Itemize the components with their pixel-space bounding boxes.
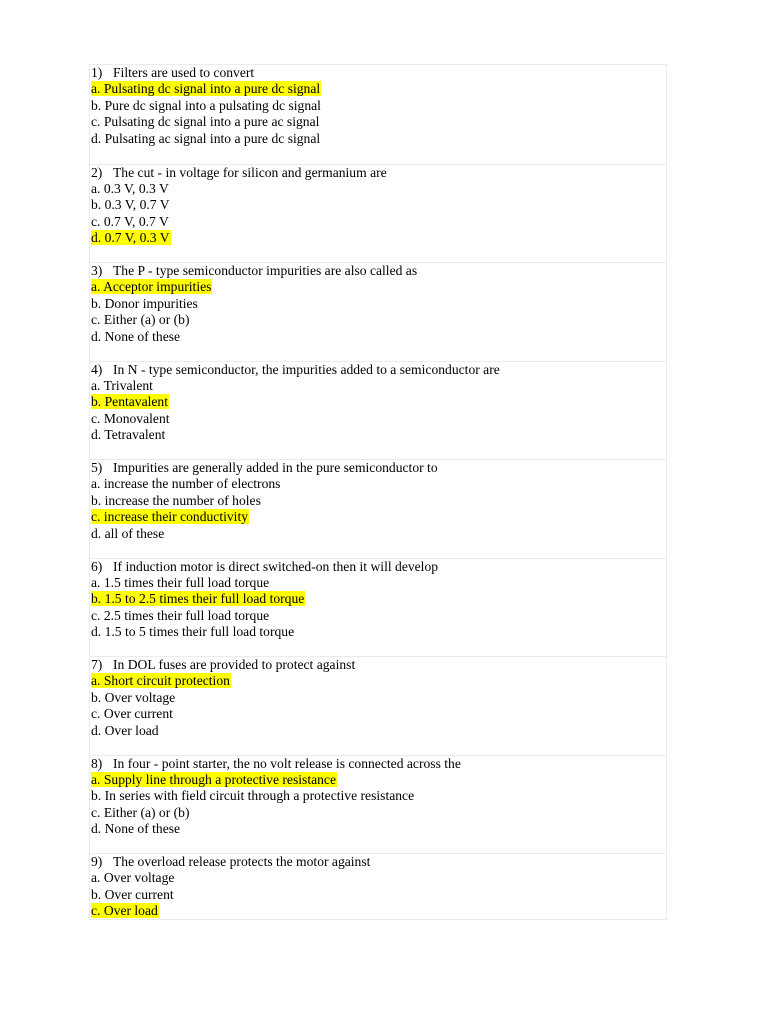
- question-block: [90, 164, 666, 263]
- question-number: 7): [91, 657, 103, 672]
- answer-option: [90, 870, 666, 886]
- question-stem: [90, 854, 666, 870]
- answer-option: [90, 493, 666, 509]
- question-text: The P - type semiconductor impurities are also called as: [113, 263, 418, 278]
- question-text: The cut - in voltage for silicon and germanium are: [113, 164, 387, 180]
- question-sheet: [89, 64, 667, 920]
- answer-option-text: a. Over voltage: [91, 870, 175, 886]
- question-number: 5): [91, 460, 103, 475]
- question-text: If induction motor is direct switched-on then it will develop: [113, 558, 439, 574]
- answer-option: [90, 214, 666, 230]
- answer-option: [90, 131, 666, 147]
- answer-option: [90, 690, 666, 706]
- answer-option: [90, 329, 666, 345]
- question-stem: [90, 657, 666, 673]
- question-text: In DOL fuses are provided to protect against: [113, 657, 356, 672]
- answer-option-text: c. Over load: [91, 903, 158, 919]
- answer-option-text: b. In series with field circuit through a protective resistance: [91, 788, 415, 804]
- answer-option-text: b. increase the number of holes: [91, 492, 261, 508]
- answer-option: [90, 821, 666, 837]
- question-block: [90, 853, 666, 919]
- answer-option-text: d. all of these: [91, 525, 165, 541]
- answer-option: [90, 411, 666, 427]
- answer-option: [90, 296, 666, 312]
- question-text: In N - type semiconductor, the impurities added to a semiconductor are: [113, 361, 500, 377]
- answer-option: [90, 476, 666, 492]
- answer-option-text: a. 1.5 times their full load torque: [91, 574, 270, 590]
- answer-option-text: b. 1.5 to 2.5 times their full load torque: [91, 591, 305, 607]
- answer-option-correct: [90, 230, 666, 246]
- question-number: 6): [91, 558, 103, 574]
- question-block: [90, 656, 666, 755]
- question-block: [90, 262, 666, 361]
- answer-option: [90, 114, 666, 130]
- question-number: 4): [91, 361, 103, 377]
- question-text: The overload release protects the motor against: [113, 854, 371, 869]
- answer-option: [90, 575, 666, 591]
- answer-option-text: d. 1.5 to 5 times their full load torque: [91, 624, 295, 640]
- answer-option: [90, 608, 666, 624]
- answer-option-correct: [90, 903, 666, 919]
- answer-option: [90, 805, 666, 821]
- answer-option-text: c. Either (a) or (b): [91, 804, 190, 820]
- answer-option-text: c. Over current: [91, 706, 173, 722]
- answer-option-text: b. Pentavalent: [91, 394, 169, 410]
- answer-option: [90, 706, 666, 722]
- answer-option-text: b. Over voltage: [91, 689, 176, 705]
- question-stem: [90, 756, 666, 772]
- question-number: 9): [91, 854, 103, 869]
- answer-option-text: d. Over load: [91, 722, 159, 738]
- answer-option-text: d. None of these: [91, 328, 181, 344]
- answer-option-text: a. Short circuit protection: [91, 673, 230, 689]
- answer-option-text: c. Either (a) or (b): [91, 312, 190, 328]
- question-block: [90, 755, 666, 854]
- answer-option-text: c. 0.7 V, 0.7 V: [91, 213, 169, 229]
- answer-option-correct: [90, 772, 666, 788]
- answer-option: [90, 788, 666, 804]
- answer-option-text: c. increase their conductivity: [91, 509, 249, 525]
- answer-option-correct: [90, 673, 666, 689]
- answer-option-correct: [90, 81, 666, 97]
- question-text: Impurities are generally added in the pure semiconductor to: [113, 460, 438, 475]
- answer-option-correct: [90, 279, 666, 295]
- question-block: [90, 361, 666, 460]
- answer-option-text: a. increase the number of electrons: [91, 476, 281, 492]
- question-stem: [90, 263, 666, 279]
- answer-option-text: a. Pulsating dc signal into a pure dc signal: [91, 81, 321, 97]
- answer-option-correct: [90, 394, 666, 410]
- question-block: [90, 459, 666, 558]
- answer-option-correct: [90, 591, 666, 607]
- answer-option-text: b. Donor impurities: [91, 295, 198, 311]
- answer-option: [90, 526, 666, 542]
- answer-option-correct: [90, 509, 666, 525]
- answer-option: [90, 887, 666, 903]
- question-stem: [90, 559, 666, 575]
- question-block: [90, 65, 666, 164]
- answer-option: [90, 312, 666, 328]
- question-stem: [90, 165, 666, 181]
- answer-option-text: d. 0.7 V, 0.3 V: [91, 230, 170, 246]
- answer-option-text: b. Over current: [91, 886, 174, 902]
- answer-option-text: a. Supply line through a protective resistance: [91, 771, 336, 787]
- question-stem: [90, 65, 666, 81]
- answer-option-text: a. Acceptor impurities: [91, 279, 212, 295]
- question-number: 3): [91, 263, 103, 278]
- question-number: 2): [91, 164, 103, 180]
- answer-option: [90, 723, 666, 739]
- answer-option-text: b. 0.3 V, 0.7 V: [91, 197, 170, 213]
- answer-option-text: c. Pulsating dc signal into a pure ac signal: [91, 114, 320, 130]
- answer-option: [90, 181, 666, 197]
- answer-option-text: c. 2.5 times their full load torque: [91, 607, 270, 623]
- answer-option: [90, 624, 666, 640]
- answer-option: [90, 197, 666, 213]
- question-text: Filters are used to convert: [113, 65, 255, 80]
- question-block: [90, 558, 666, 657]
- answer-option-text: d. Tetravalent: [91, 427, 166, 443]
- answer-option-text: b. Pure dc signal into a pulsating dc signal: [91, 97, 321, 113]
- answer-option-text: c. Monovalent: [91, 410, 170, 426]
- answer-option-text: a. Trivalent: [91, 377, 153, 393]
- question-stem: [90, 362, 666, 378]
- answer-option: [90, 427, 666, 443]
- question-number: 8): [91, 755, 103, 771]
- answer-option: [90, 378, 666, 394]
- answer-option-text: a. 0.3 V, 0.3 V: [91, 180, 169, 196]
- answer-option: [90, 98, 666, 114]
- question-text: In four - point starter, the no volt release is connected across the: [113, 755, 461, 771]
- question-stem: [90, 460, 666, 476]
- answer-option-text: d. Pulsating ac signal into a pure dc signal: [91, 130, 321, 146]
- answer-option-text: d. None of these: [91, 821, 181, 837]
- question-number: 1): [91, 65, 103, 80]
